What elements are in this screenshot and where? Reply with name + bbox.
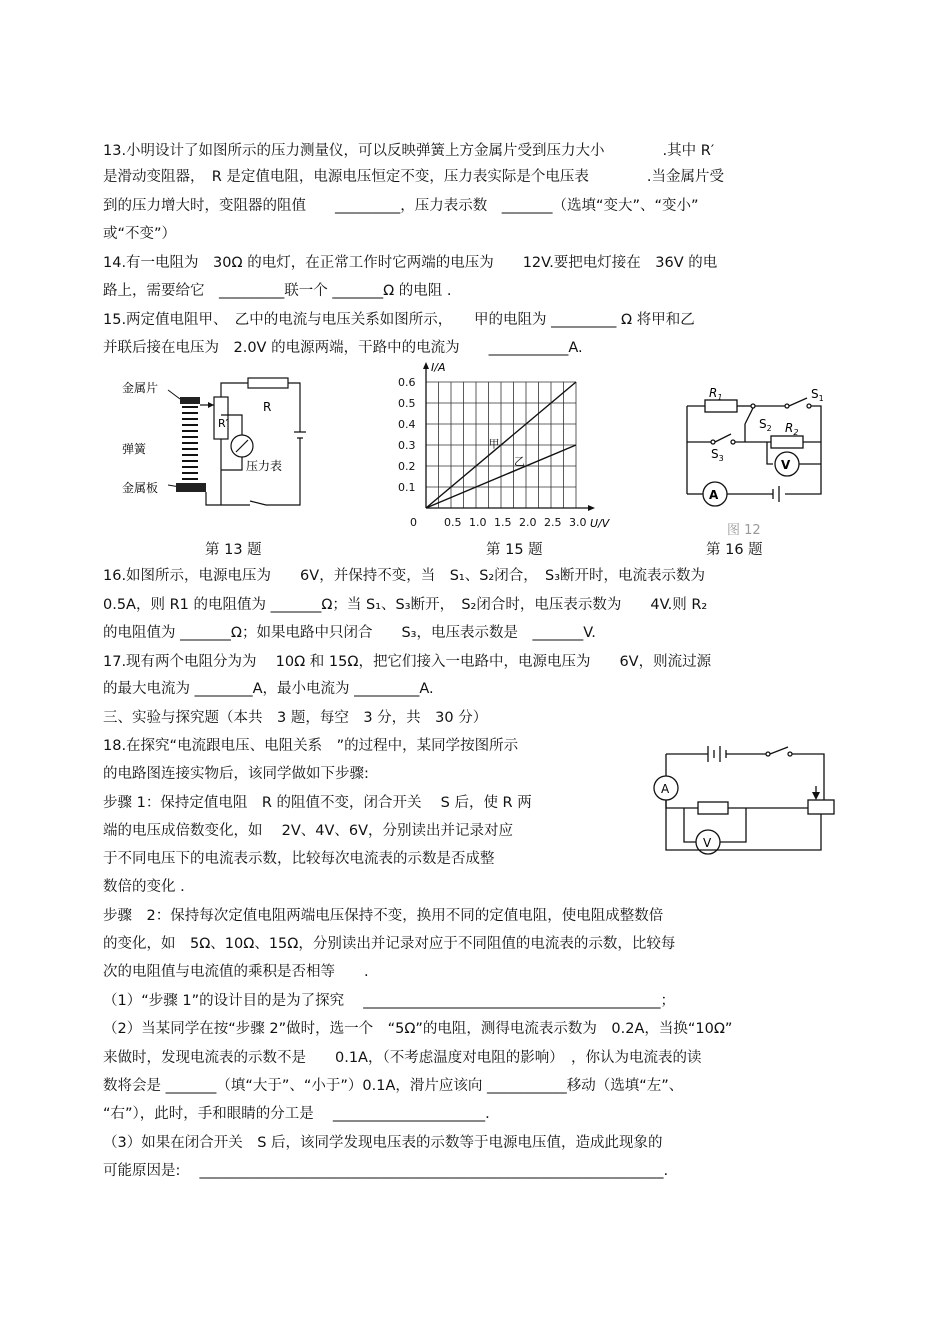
q18-line-5: 于不同电压下的电流表示数，比较每次电流表的示数是否成整	[103, 851, 495, 867]
y-tick-label: 0.3	[398, 439, 416, 452]
figure-q13-circuit	[118, 375, 318, 520]
voltmeter-label: V	[781, 458, 791, 472]
series-label-1: 乙	[514, 454, 525, 468]
metal-sheet-label: 金属片	[122, 381, 159, 395]
y-tick-label: 0.1	[398, 481, 416, 494]
x-tick-label: 3.0	[569, 516, 587, 529]
q18-part2-line-3: 数将会是 _______（填“大于”、“小于”）0.1A，滑片应该向 ___________移动（选填“左”、	[103, 1078, 684, 1094]
q18-part3-line-1: （3）如果在闭合开关 S 后，该同学发现电压表的示数等于电源电压值，造成此现象的	[103, 1135, 663, 1151]
figure-q15-chart	[392, 360, 622, 532]
q14-line-1: 14.有一电阻为 30Ω 的电灯，在正常工作时它两端的电压为 12V.要把电灯接在 36V 的电	[103, 255, 718, 271]
q18-line-1: 18.在探究“电流跟电压、电阻关系 ”的过程中，某同学按图所示	[103, 738, 519, 754]
q18-step2-line-3: 次的电阻值与电流值的乘积是否相等 .	[103, 964, 369, 980]
q18-part1: （1）“步骤 1”的设计目的是为了探究 _________________________________________；	[103, 993, 675, 1009]
section-3-heading: 三、实验与探究题（本共 3 题，每空 3 分，共 30 分）	[103, 710, 488, 726]
q18-line-6: 数倍的变化 .	[103, 879, 185, 895]
s1-label: $S_1$	[811, 387, 824, 403]
r1-label: $R_1$	[709, 386, 723, 402]
s2-label: $S_2$	[759, 417, 772, 433]
q16-line-2: 0.5A，则 R1 的电阻值为 _______Ω；当 S₁、S₃断开， S₂闭合时，电压表示数为 4V.则 R₂	[103, 597, 708, 613]
caption-q13: 第 13 题	[205, 542, 262, 558]
x-tick-label: 1.5	[494, 516, 512, 529]
figure-12-label: 图 12	[727, 523, 761, 536]
y-tick-label: 0.2	[398, 460, 416, 473]
y-tick-label: 0.6	[398, 376, 416, 389]
spring-label: 弹簧	[122, 442, 147, 456]
figure-q16-circuit	[675, 378, 835, 536]
s3-label: $S_3$	[711, 447, 724, 463]
q18-ammeter-label: A	[661, 782, 670, 796]
q15-line-2: 并联后接在电压为 2.0V 的电源两端，干路中的电流为 ___________A.	[103, 340, 583, 356]
caption-q15: 第 15 题	[486, 542, 543, 558]
x-axis-label: U/V	[590, 517, 610, 530]
ammeter-label: A	[709, 488, 719, 502]
y-tick-label: 0.4	[398, 418, 416, 431]
caption-q16: 第 16 题	[706, 542, 763, 558]
q16-line-3: 的电阻值为 _______Ω；如果电路中只闭合 S₃，电压表示数是 _______V.	[103, 625, 596, 641]
q13-line-2: 是滑动变阻器， R 是定值电阻，电源电压恒定不变，压力表实际是个电压表 .当金属片受	[103, 169, 725, 185]
q13-line-1: 13.小明设计了如图所示的压力测量仪，可以反映弹簧上方金属片受到压力大小 .其中 R′	[103, 143, 715, 159]
r2-label: $R_2$	[785, 421, 799, 437]
q18-line-4: 端的电压成倍数变化，如 2V、4V、6V，分别读出并记录对应	[103, 823, 514, 839]
q18-part2-line-2: 来做时，发现电流表的示数不是 0.1A，（不考虑温度对电阻的影响） ，你认为电流表的读	[103, 1050, 702, 1066]
x-tick-label: 2.0	[519, 516, 537, 529]
q18-part3-line-2: 可能原因是: ________________________________________________________________.	[103, 1163, 669, 1179]
q16-line-1: 16.如图所示，电源电压为 6V，并保持不变，当 S₁、S₂闭合， S₃断开时，电流表示数为	[103, 568, 706, 584]
x-tick-label: 0.5	[444, 516, 462, 529]
q14-line-2: 路上，需要给它 _________联一个 _______Ω 的电阻 .	[103, 283, 452, 299]
q18-step2-line-1: 步骤 2：保持每次定值电阻两端电压保持不变，换用不同的定值电阻，使电阻成整数倍	[103, 908, 664, 924]
r-prime-label: R′	[218, 417, 229, 430]
metal-plate-label: 金属板	[122, 481, 159, 495]
q15-line-1: 15.两定值电阻甲、 乙中的电流与电压关系如图所示， 甲的电阻为 _________ Ω 将甲和乙	[103, 312, 695, 328]
r-label: R	[263, 400, 272, 414]
q18-line-3: 步骤 1：保持定值电阻 R 的阻值不变，闭合开关 S 后，使 R 两	[103, 795, 532, 811]
q13-line-3: 到的压力增大时，变阻器的阻值 _________，压力表示数 _______（选填“变大”、“变小”	[103, 198, 699, 214]
q17-line-2: 的最大电流为 ________A，最小电流为 _________A.	[103, 681, 434, 697]
q17-line-1: 17.现有两个电阻分为为 10Ω 和 15Ω，把它们接入一电路中，电源电压为 6V，则流过源	[103, 654, 712, 670]
x-tick-label: 2.5	[544, 516, 562, 529]
q18-step2-line-2: 的变化，如 5Ω、10Ω、15Ω，分别读出并记录对应于不同阻值的电流表的示数，比较每	[103, 936, 676, 952]
y-axis-label: I/A	[431, 361, 446, 374]
x-tick-label: 0	[410, 516, 417, 529]
x-tick-label: 1.0	[469, 516, 487, 529]
q13-line-4: 或“不变”）	[103, 226, 177, 242]
series-label-0: 甲	[488, 437, 500, 451]
y-tick-label: 0.5	[398, 397, 416, 410]
figure-q18-circuit	[648, 738, 836, 858]
q18-part2-line-4: “右”），此时，手和眼睛的分工是 _____________________.	[103, 1106, 490, 1122]
q18-part2-line-1: （2）当某同学在按“步骤 2”做时，选一个 “5Ω”的电阻，测得电流表示数为 0.2A，当换“10Ω”	[103, 1021, 733, 1037]
q18-line-2: 的电路图连接实物后，该同学做如下步骤:	[103, 766, 369, 782]
gauge-label: 压力表	[246, 459, 283, 473]
q18-voltmeter-label: V	[703, 836, 712, 850]
